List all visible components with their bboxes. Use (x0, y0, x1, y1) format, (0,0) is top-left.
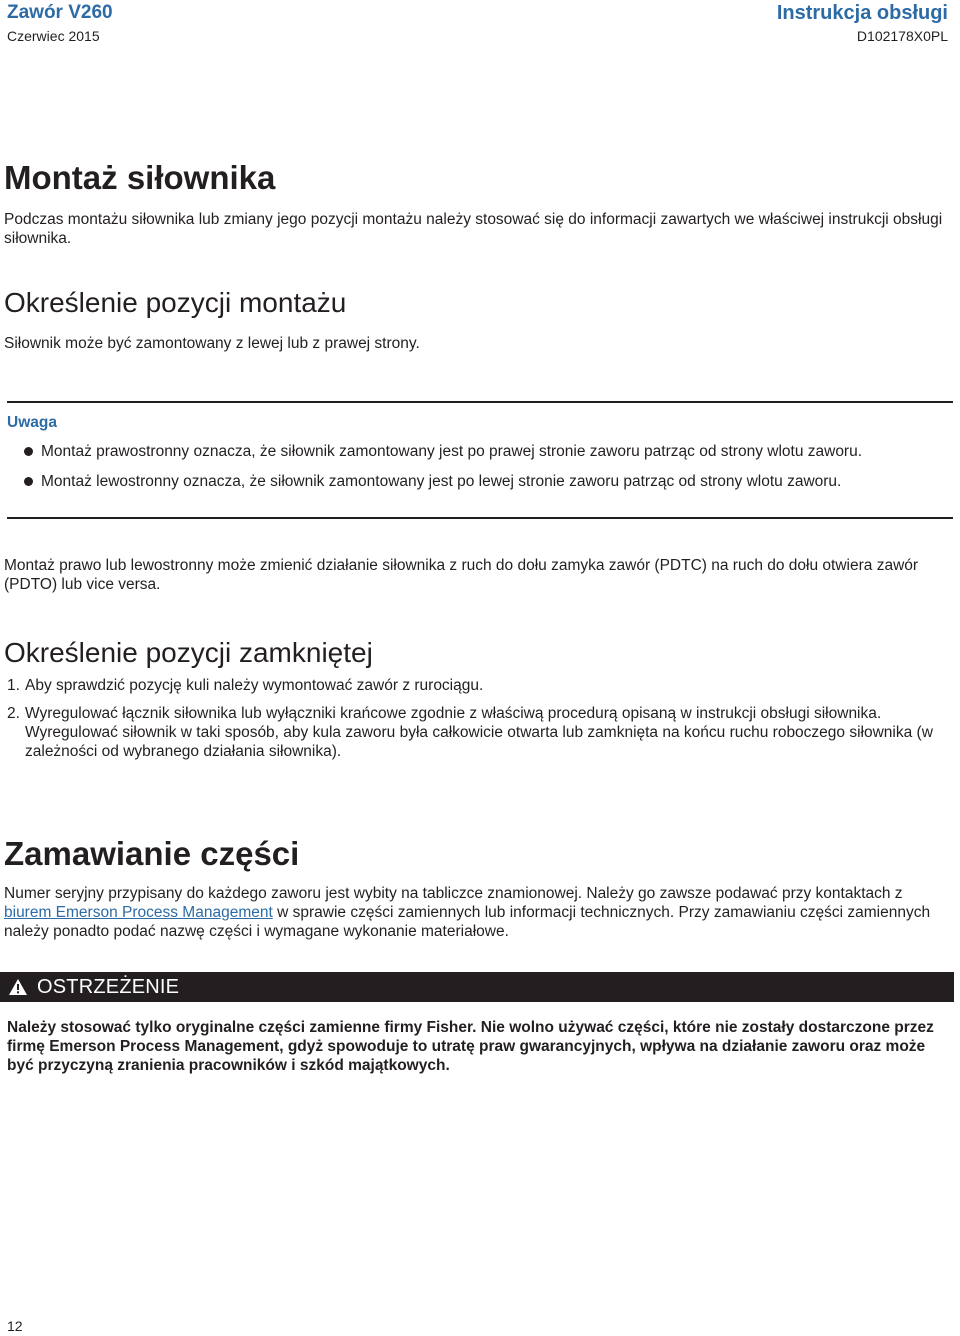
manual-type: Instrukcja obsługi (776, 2, 948, 24)
step-text: Wyregulować łącznik siłownika lub wyłączniki krańcowe zgodnie z właściwą procedurą opisaną w instrukcji obsługi siłownika. Wyregulować siłownik w taki sposób, aby kula zaworu była całkowicie otwarta lub zamknięta na końcu ruchu roboczego siłownika (w zależności od wybranego działania siłownika). (25, 705, 933, 760)
warning-triangle-icon (8, 978, 28, 996)
step-number: 1. (7, 677, 20, 694)
note-bullet-text: Montaż lewostronny oznacza, że siłownik zamontowany jest po lewej stronie zaworu patrząc od strony wlotu zaworu. (41, 473, 842, 490)
bullet-icon (24, 447, 33, 456)
warning-label: OSTRZEŻENIE (37, 975, 180, 998)
note-bottom-rule (7, 517, 953, 519)
note-bullet-text: Montaż prawostronny oznacza, że siłownik zamontowany jest po prawej stronie zaworu patrząc od strony wlotu zaworu. (41, 443, 863, 460)
page-header-left (7, 2, 113, 45)
document-number: D102178X0PL (856, 28, 948, 44)
subsection-title-closed-position: Określenie pozycji zamkniętej (4, 637, 373, 668)
step-number: 2. (7, 705, 20, 722)
warning-banner (0, 972, 954, 1002)
page-header-right (777, 2, 948, 45)
section-title-actuator-mounting: Montaż siłownika (4, 159, 276, 196)
product-name: Zawór V260 (7, 2, 113, 23)
section-title-ordering-parts: Zamawianie części (4, 835, 300, 872)
publication-date: Czerwiec 2015 (7, 28, 100, 44)
mounting-position-text: Siłownik może być zamontowany z lewej lub z prawej strony. (4, 335, 420, 352)
page-number: 12 (7, 1318, 23, 1334)
bullet-icon (24, 477, 33, 486)
note-top-rule (7, 401, 953, 403)
ordering-text-before: Numer seryjny przypisany do każdego zaworu jest wybity na tabliczce znamionowej. Należy go zawsze podawać przy kontaktach z (4, 885, 903, 902)
warning-text: Należy stosować tylko oryginalne części zamienne firmy Fisher. Nie wolno używać części, które nie zostały dostarczone przez firmę Emerson Process Management, gdyż spowoduje to utratę praw gwarancyjnych, wpływa na działanie zaworu oraz może być przyczyną zranienia pracowników i szkód majątkowych. (7, 1019, 934, 1074)
ordering-parts-text (4, 884, 954, 941)
step-text: Aby sprawdzić pozycję kuli należy wymontować zawór z rurociągu. (25, 677, 484, 694)
emerson-office-link[interactable]: biurem Emerson Process Management (4, 904, 273, 921)
note-title: Uwaga (7, 414, 57, 431)
subsection-title-mounting-position: Określenie pozycji montażu (4, 287, 347, 318)
actuator-mounting-intro: Podczas montażu siłownika lub zmiany jego pozycji montażu należy stosować się do informacji zawartych we właściwej instrukcji obsługi siłownika. (4, 211, 943, 247)
ordering-text-after: w sprawie części zamiennych lub informacji technicznych. Przy zamawianiu części zamiennych należy ponadto podać nazwę części i wymagane wykonanie materiałowe. (4, 904, 931, 940)
mounting-effect-text: Montaż prawo lub lewostronny może zmienić działanie siłownika z ruch do dołu zamyka zawór (PDTC) na ruch do dołu otwiera zawór (PDTO) lub vice versa. (4, 557, 919, 593)
